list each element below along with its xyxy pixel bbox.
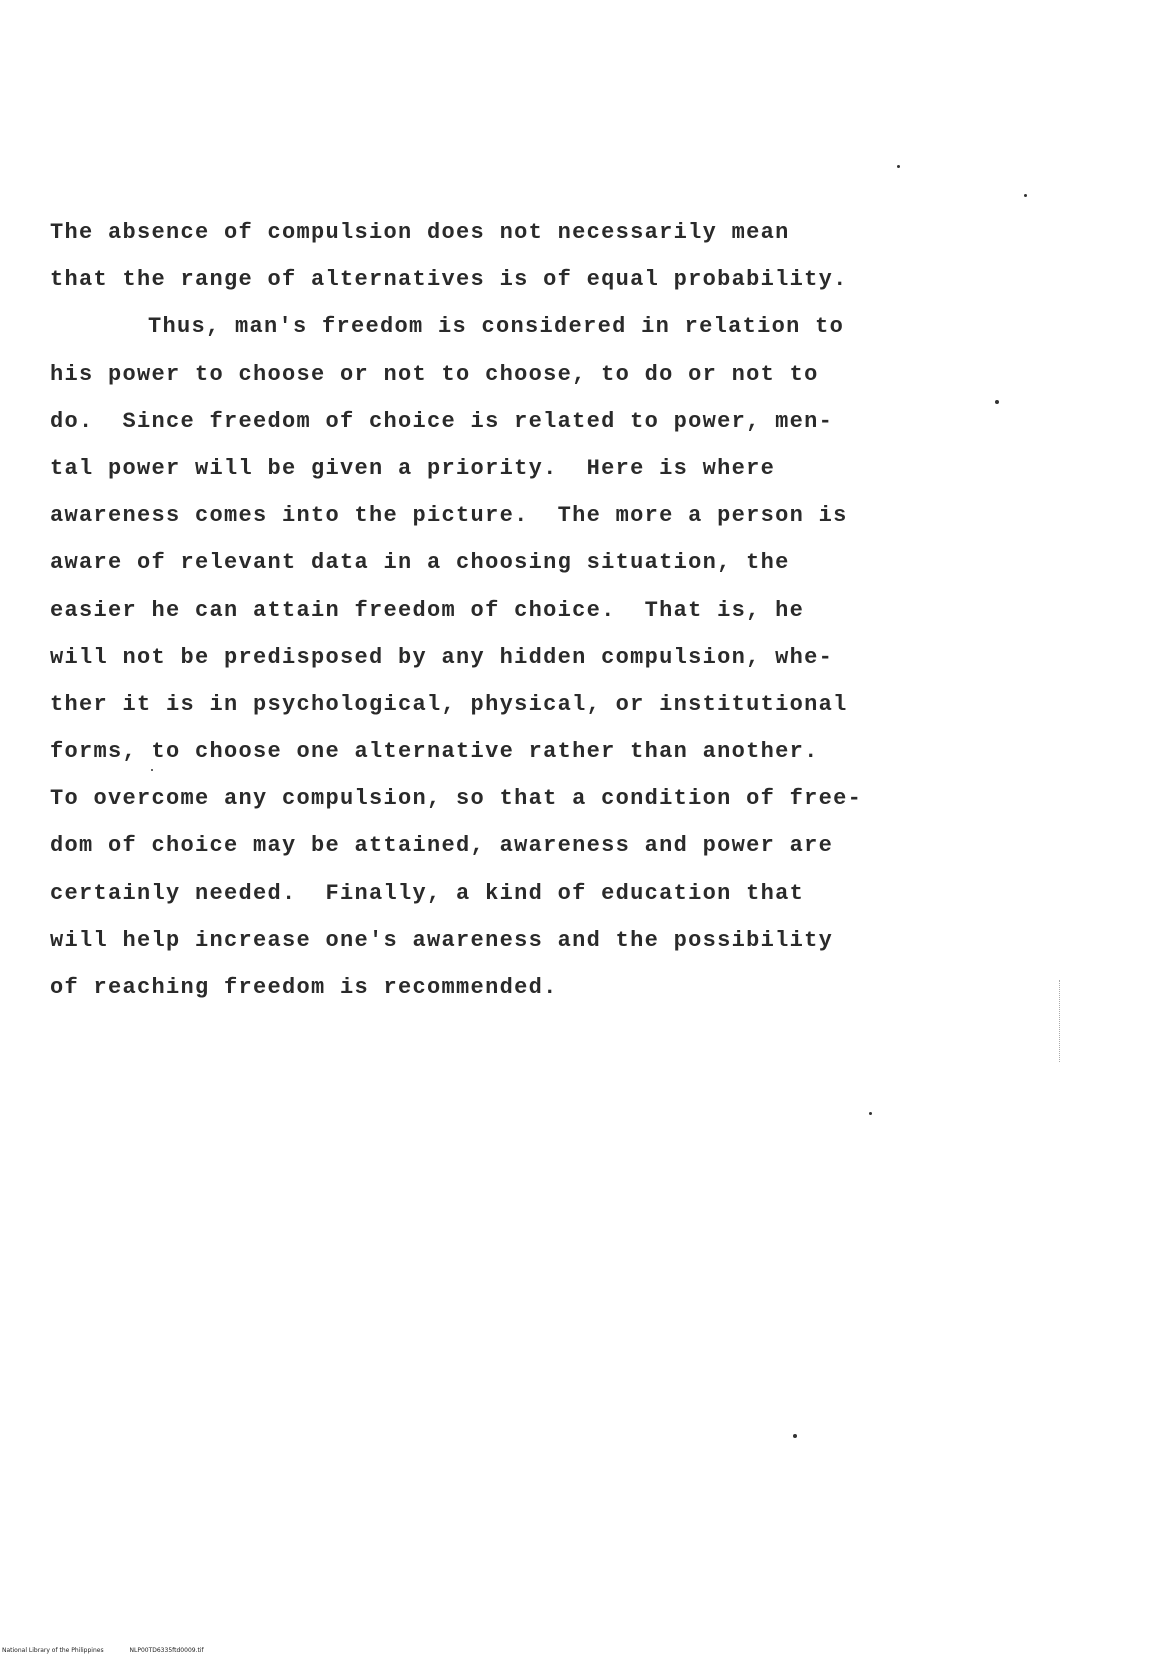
text-line: that the range of alternatives is of equal probability. — [50, 267, 848, 293]
scan-speck — [869, 1112, 872, 1115]
text-line: aware of relevant data in a choosing situation, the — [50, 550, 790, 576]
text-line: forms, to choose one alternative rather than another. — [50, 739, 819, 765]
text-line: The absence of compulsion does not necessarily mean — [50, 220, 790, 245]
text-line: his power to choose or not to choose, to do or not to — [50, 361, 819, 387]
text-line: of reaching freedom is recommended. — [50, 975, 558, 1000]
text-line: To overcome any compulsion, so that a condition of free- — [50, 786, 863, 812]
text-line: tal power will be given a priority. Here is where — [50, 455, 776, 481]
text-line: will not be predisposed by any hidden compulsion, whe- — [50, 644, 834, 670]
scan-speck — [995, 400, 999, 404]
text-line: easier he can attain freedom of choice. That is, he — [50, 597, 805, 623]
scan-filename: NLP00TD6335ftd0009.tif — [129, 1647, 204, 1654]
paragraph-start-line: Thus, man's freedom is considered in relation to — [148, 314, 845, 340]
text-line: awareness comes into the picture. The more a person is — [50, 503, 848, 529]
scan-footer — [2, 1647, 204, 1654]
text-line: dom of choice may be attained, awareness and power are — [50, 833, 834, 859]
text-line: certainly needed. Finally, a kind of education that — [50, 880, 805, 906]
scan-speck — [151, 769, 153, 771]
scan-speck — [897, 165, 900, 168]
text-line: ther it is in psychological, physical, or institutional — [50, 691, 848, 717]
library-credit: National Library of the Philippines — [2, 1647, 104, 1654]
scan-speck — [1024, 194, 1027, 197]
scan-speck — [793, 1434, 797, 1438]
typed-body-text — [50, 218, 1050, 1020]
text-line: will help increase one's awareness and the possibility — [50, 927, 834, 953]
text-line: do. Since freedom of choice is related to power, men- — [50, 408, 834, 434]
scan-margin-artifact — [1059, 980, 1061, 1062]
